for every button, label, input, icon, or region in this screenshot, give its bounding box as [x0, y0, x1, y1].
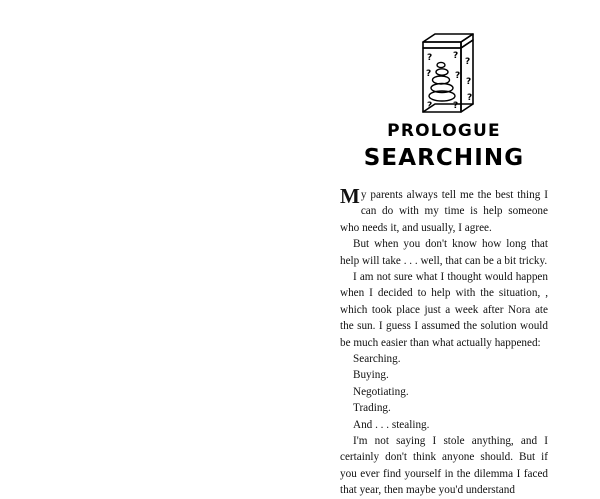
list-line: Searching. [353, 353, 401, 366]
chapter-headings [340, 122, 548, 171]
page-content-column [340, 20, 548, 499]
prologue-label: PROLOGUE [387, 121, 501, 141]
paragraph-text: y parents always tell me the best thing I can do with my time is help someone who needs it, and usually, I agree. [340, 188, 548, 234]
svg-text:?: ? [465, 57, 471, 67]
svg-text:?: ? [427, 101, 433, 111]
svg-text:?: ? [455, 71, 461, 81]
list-line: Buying. [353, 369, 389, 382]
svg-text:?: ? [426, 69, 432, 79]
paragraph-first [340, 183, 548, 236]
jar-of-coins-icon [405, 20, 483, 116]
illustration-container [340, 20, 548, 118]
list-line: Negotiating. [353, 385, 409, 398]
body-text [340, 183, 548, 499]
chapter-title: SEARCHING [363, 144, 525, 171]
svg-text:?: ? [453, 51, 459, 61]
svg-text:?: ? [453, 101, 459, 111]
svg-text:?: ? [427, 53, 433, 63]
paragraph: I am not sure what I thought would happen when I decided to help with the situation, , which took place just a week after Nora ate the sun. I guess I assumed the solution would be much easier than what actually happened: [340, 271, 548, 349]
svg-text:?: ? [466, 77, 472, 87]
svg-text:?: ? [467, 93, 473, 103]
list-line: Trading. [353, 402, 391, 415]
drop-cap: M [340, 183, 360, 208]
paragraph: I'm not saying I stole anything, and I certainly don't think anyone should. But if you ever find yourself in the dilemma I faced that year, then maybe you'd understand [340, 435, 548, 497]
list-line: And . . . stealing. [353, 418, 430, 431]
paragraph: But when you don't know how long that help will take . . . well, that can be a bit tricky. [340, 238, 548, 267]
